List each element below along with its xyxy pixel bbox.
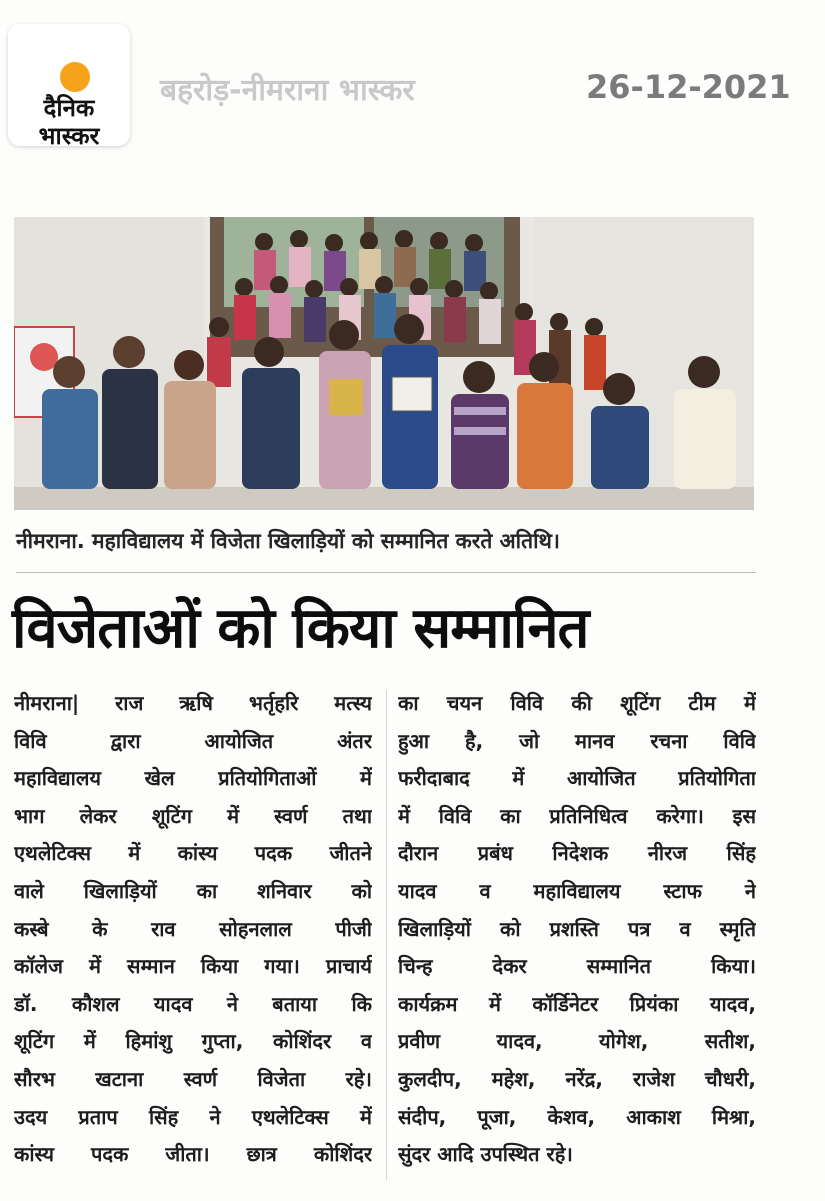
- article-line: का चयन विवि की शूटिंग टीम में: [398, 691, 756, 715]
- article-line: शूटिंग में हिमांशु गुप्ता, कोशिंदर व: [14, 1029, 372, 1054]
- article-line: कार्यक्रम में कॉर्डिनेटर प्रियंका यादव,: [398, 991, 756, 1016]
- article-column-right: [398, 685, 756, 1174]
- column-divider: [386, 690, 387, 1180]
- article-line: कांस्य पदक जीता। छात्र कोशिंदर: [14, 1142, 372, 1167]
- article-line: विवि द्वारा आयोजित अंतर: [14, 728, 372, 753]
- logo-text-dainik: दैनिक: [43, 94, 95, 122]
- article-line: फरीदाबाद में आयोजित प्रतियोगिता: [398, 766, 756, 791]
- newspaper-logo: [8, 24, 130, 150]
- article-line: वाले खिलाड़ियों का शनिवार को: [14, 878, 372, 903]
- article-line: हुआ है, जो मानव रचना विवि: [398, 728, 756, 753]
- article-line: भाग लेकर शूटिंग में स्वर्ण तथा: [14, 803, 372, 828]
- article-line: एथलेटिक्स में कांस्य पदक जीतने: [14, 841, 372, 866]
- article-line: सौरभ खटाना स्वर्ण विजेता रहे।: [14, 1066, 372, 1091]
- article-line: महाविद्यालय खेल प्रतियोगिताओं में: [14, 766, 372, 791]
- edition-name: बहरोड़-नीमराना भास्कर: [160, 73, 415, 108]
- dateline: नीमराना|: [14, 691, 80, 715]
- publication-date: 26-12-2021: [586, 68, 791, 106]
- article-line: कुलदीप, महेश, नरेंद्र, राजेश चौधरी,: [398, 1066, 756, 1091]
- article-line: नीमराना| राज ऋषि भर्तृहरि मत्स्य: [14, 691, 372, 715]
- article-line: उदय प्रताप सिंह ने एथलेटिक्स में: [14, 1104, 372, 1129]
- article-line: में विवि का प्रतिनिधित्व करेगा। इस: [398, 803, 756, 828]
- article-column-left: [14, 685, 372, 1174]
- article-line: दौरान प्रबंध निदेशक नीरज सिंह: [398, 841, 756, 866]
- article-line: चिन्ह देकर सम्मानित किया।: [398, 954, 756, 979]
- article-line: संदीप, पूजा, केशव, आकाश मिश्रा,: [398, 1104, 756, 1129]
- article-line: डॉ. कौशल यादव ने बताया कि: [14, 991, 372, 1016]
- group-photo: [14, 217, 754, 510]
- article-line: खिलाड़ियों को प्रशस्ति पत्र व स्मृति: [398, 916, 756, 941]
- article-line: कॉलेज में सम्मान किया गया। प्राचार्य: [14, 954, 372, 979]
- caption-divider: [16, 572, 756, 573]
- logo-text-bhaskar: भास्कर: [38, 122, 100, 150]
- article-line: प्रवीण यादव, योगेश, सतीश,: [398, 1029, 756, 1054]
- article-line: कस्बे के राव सोहनलाल पीजी: [14, 916, 372, 941]
- sun-logo-icon: [60, 62, 90, 92]
- article-headline: विजेताओं को किया सम्मानित: [12, 596, 589, 661]
- photo-caption: नीमराना. महाविद्यालय में विजेता खिलाड़ियों को सम्मानित करते अतिथि।: [16, 529, 560, 553]
- article-line: यादव व महाविद्यालय स्टाफ ने: [398, 878, 756, 903]
- article-line: सुंदर आदि उपस्थित रहे।: [398, 1142, 573, 1167]
